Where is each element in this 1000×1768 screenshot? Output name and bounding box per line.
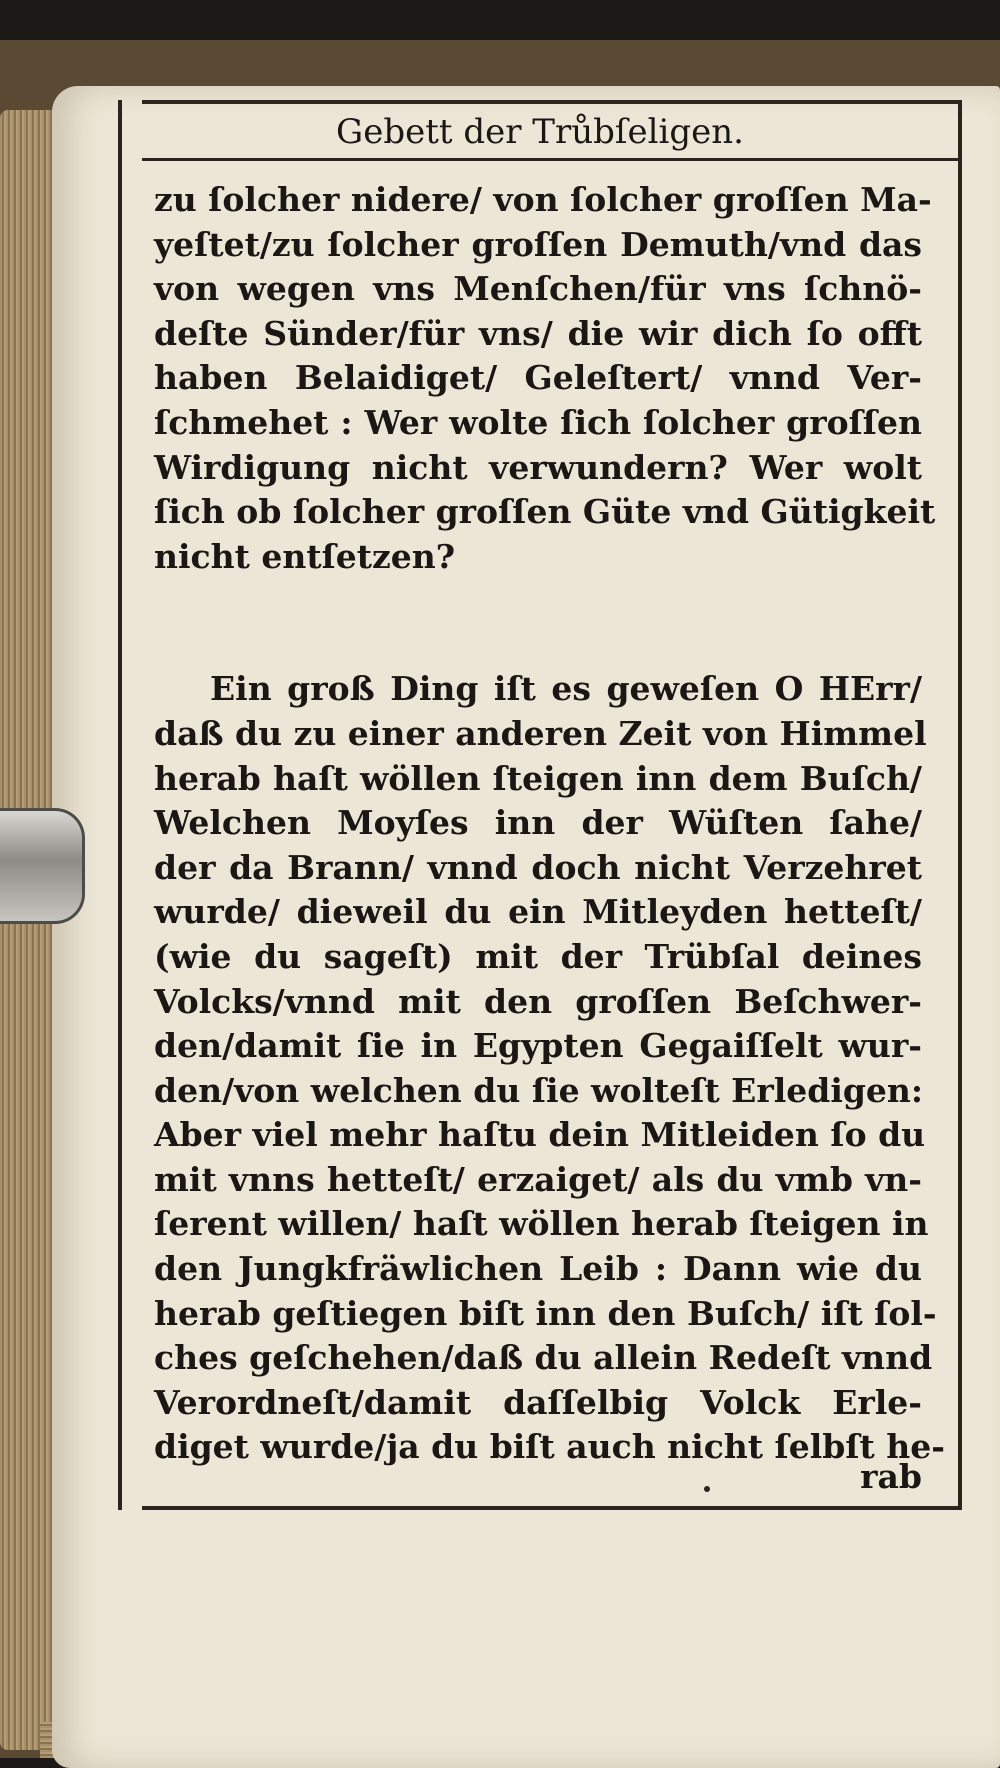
text-line: den/von welchen du ſie wolteſt Erledigen: — [154, 1070, 924, 1110]
text-frame — [118, 100, 962, 1510]
text-line: diget wurde/ja du biſt auch nicht ſelbſt he- — [154, 1427, 945, 1467]
text-line: haben Belaidiget/ Geleſtert/ vnnd Ver- — [154, 358, 922, 398]
text-line: (wie du sageſt) mit der Trübſal deines — [154, 936, 922, 976]
text-line: yeſtet/zu ſolcher groſſen Demuth/vnd das — [154, 224, 922, 264]
body-text — [154, 178, 945, 1470]
text-line: deſte Sünder/für vns/ die wir dich ſo offt — [154, 313, 922, 353]
text-line: herab geſtiegen biſt inn den Buſch/ iſt ſol- — [154, 1293, 937, 1333]
text-line: Ein groß Ding iſt es geweſen O HErr/ — [210, 669, 922, 709]
running-head: Gebett der Trůbſeligen. — [336, 112, 744, 152]
text-line: den/damit ſie in Egypten Gegaiſſelt wur- — [154, 1026, 922, 1066]
text-line: ches geſchehen/daß du allein Redeſt vnnd — [154, 1338, 933, 1378]
text-line: ſerent willen/ haſt wöllen herab ſteigen in — [154, 1204, 929, 1244]
text-line: Wirdigung nicht verwundern? Wer wolt — [154, 447, 922, 487]
text-line: daß du zu einer anderen Zeit von Himmel — [154, 713, 927, 753]
text-line: den Jungkfräwlichen Leib : Dann wie du — [154, 1249, 922, 1289]
paragraph-2 — [154, 667, 945, 1470]
text-line: ſich ob ſolcher groſſen Güte vnd Gütigkeit — [154, 492, 936, 532]
text-line: zu ſolcher nidere/ von ſolcher groſſen Ma- — [154, 180, 932, 219]
page-edges-left — [0, 110, 58, 1750]
bottom-rule — [142, 1506, 958, 1510]
printer-dot — [704, 1486, 710, 1492]
text-line: ſchmehet : Wer wolte ſich ſolcher groſſen — [154, 402, 922, 442]
text-line: Verordneſt/damit daſſelbig Volck Erle- — [154, 1382, 922, 1422]
paragraph-1 — [154, 178, 936, 579]
text-line: herab haſt wöllen ſteigen inn dem Buſch/ — [154, 758, 922, 798]
head-rule — [142, 158, 958, 161]
top-rule — [142, 100, 958, 104]
text-line: Aber viel mehr haſtu dein Mitleiden ſo du — [154, 1115, 926, 1155]
text-line: von wegen vns Menſchen/für vns ſchnö- — [154, 269, 922, 309]
text-line: wurde/ dieweil du ein Mitleyden hetteſt/ — [154, 892, 922, 932]
catchword: rab — [860, 1457, 922, 1496]
text-line: Welchen Moyſes inn der Wüſten ſahe/ — [154, 803, 922, 843]
text-line: nicht entſetzen? — [154, 536, 456, 576]
paragraph-gap — [154, 579, 922, 667]
text-line: der da Brann/ vnnd doch nicht Verzehret — [154, 847, 922, 887]
text-line: mit vnns hetteſt/ erzaiget/ als du vmb vn- — [154, 1159, 922, 1199]
text-line: Volcks/vnnd mit den groſſen Beſchwer- — [154, 981, 922, 1021]
metal-clasp — [0, 808, 85, 924]
